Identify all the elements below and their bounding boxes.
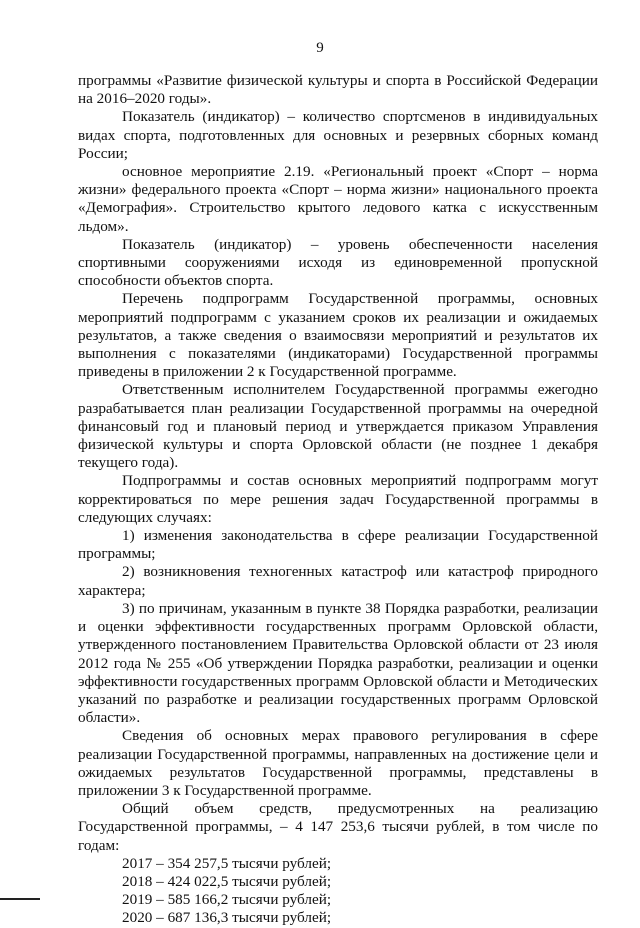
- paragraph: Ответственным исполнителем Государственной программы ежегодно разрабатывается план реализации Государственной программы на очередной финансовый год и плановый период и утверждается приказом Управления физической культуры и спорта Орловской области (не позднее 1 декабря текущего года).: [78, 381, 598, 472]
- paragraph: Сведения об основных мерах правового регулирования в сфере реализации Государственной программы, направленных на достижение цели и ожидаемых результатов Государственной программы, представлены в приложении 3 к Государственной программе.: [78, 727, 598, 799]
- paragraph: Показатель (индикатор) – уровень обеспеченности населения спортивными сооружениями исходя из единовременной пропускной способности объектов спорта.: [78, 235, 598, 290]
- document-body: [78, 72, 598, 928]
- list-item: 1) изменения законодательства в сфере реализации Государственной программы;: [78, 527, 598, 563]
- funding-year-item: 2019 – 585 166,2 тысячи рублей;: [122, 891, 332, 909]
- paragraph: основное мероприятие 2.19. «Региональный проект «Спорт – норма жизни» федерального проекта «Спорт – норма жизни» национального проекта «Демография». Строительство крытого ледового катка с искусственным льдом».: [78, 163, 598, 235]
- paragraph: Перечень подпрограмм Государственной программы, основных мероприятий подпрограмм с указанием сроков их реализации и ожидаемых результатов, а также сведения о взаимосвязи мероприятий и результатов их выполнения с показателями (индикаторами) Государственной программы приведены в приложении 2 к Государственной программе.: [78, 290, 598, 381]
- paragraph: Общий объем средств, предусмотренных на реализацию Государственной программы, – 4 147 253,6 тысячи рублей, в том числе по годам:: [78, 800, 598, 854]
- paragraph: Показатель (индикатор) – количество спортсменов в индивидуальных видах спорта, подготовленных для основных и резервных сборных команд России;: [78, 108, 598, 162]
- list-item: 2) возникновения техногенных катастроф или катастроф природного характера;: [78, 563, 598, 599]
- paragraph: Подпрограммы и состав основных мероприятий подпрограмм могут корректироваться по мере решения задач Государственной программы в следующих случаях:: [78, 472, 598, 526]
- funding-year-item: 2018 – 424 022,5 тысячи рублей;: [122, 872, 332, 890]
- footer-divider: [0, 898, 40, 900]
- funding-year-item: 2017 – 354 257,5 тысячи рублей;: [122, 854, 332, 872]
- list-item: 3) по причинам, указанным в пункте 38 Порядка разработки, реализации и оценки эффективности государственных программ Орловской области, утвержденного постановлением Правительства Орловской области от 23 июля 2012 года № 255 «Об утверждении Порядка разработки, реализации и оценки эффективности государственных программ Орловской области и Методических указаний по разработке и реализации государственных программ Орловской области».: [78, 599, 598, 727]
- funding-year-item: 2020 – 687 136,3 тысячи рублей;: [122, 909, 332, 927]
- page-number: 9: [316, 40, 324, 56]
- paragraph: программы «Развитие физической культуры и спорта в Российской Федерации на 2016–2020 годы».: [78, 72, 598, 108]
